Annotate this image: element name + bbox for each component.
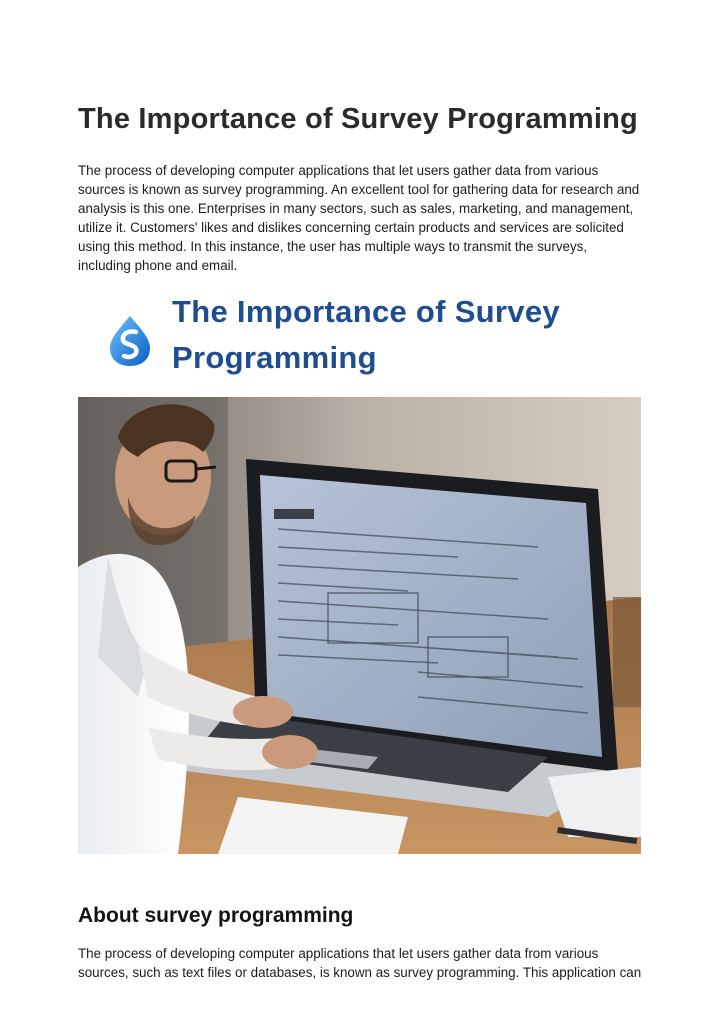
intro-line: utilize it. Customers' likes and dislikes concerning certain products and services are solicited — [78, 220, 624, 235]
section-heading: About survey programming — [78, 904, 354, 927]
intro-line: using this method. In this instance, the user has multiple ways to transmit the surveys, — [78, 239, 588, 254]
intro-paragraph — [78, 161, 643, 275]
page-title: The Importance of Survey Programming — [78, 103, 638, 135]
intro-line: sources is known as survey programming. An excellent tool for gathering data for research and — [78, 182, 640, 197]
banner-title-line: The Importance of Survey — [172, 294, 560, 329]
man-using-laptop-image — [78, 397, 641, 854]
banner-title-line: Programming — [172, 340, 377, 375]
section-paragraph — [78, 944, 643, 982]
intro-line: The process of developing computer applications that let users gather data from various — [78, 163, 599, 178]
section-line: The process of developing computer applications that let users gather data from various — [78, 946, 599, 961]
intro-line: including phone and email. — [78, 258, 238, 273]
water-drop-s-logo-icon — [106, 314, 154, 368]
intro-line: analysis is this one. Enterprises in many sectors, such as sales, marketing, and management, — [78, 201, 634, 216]
section-line: sources, such as text files or databases, is known as survey programming. This application can — [78, 965, 642, 980]
article-banner — [106, 292, 626, 388]
